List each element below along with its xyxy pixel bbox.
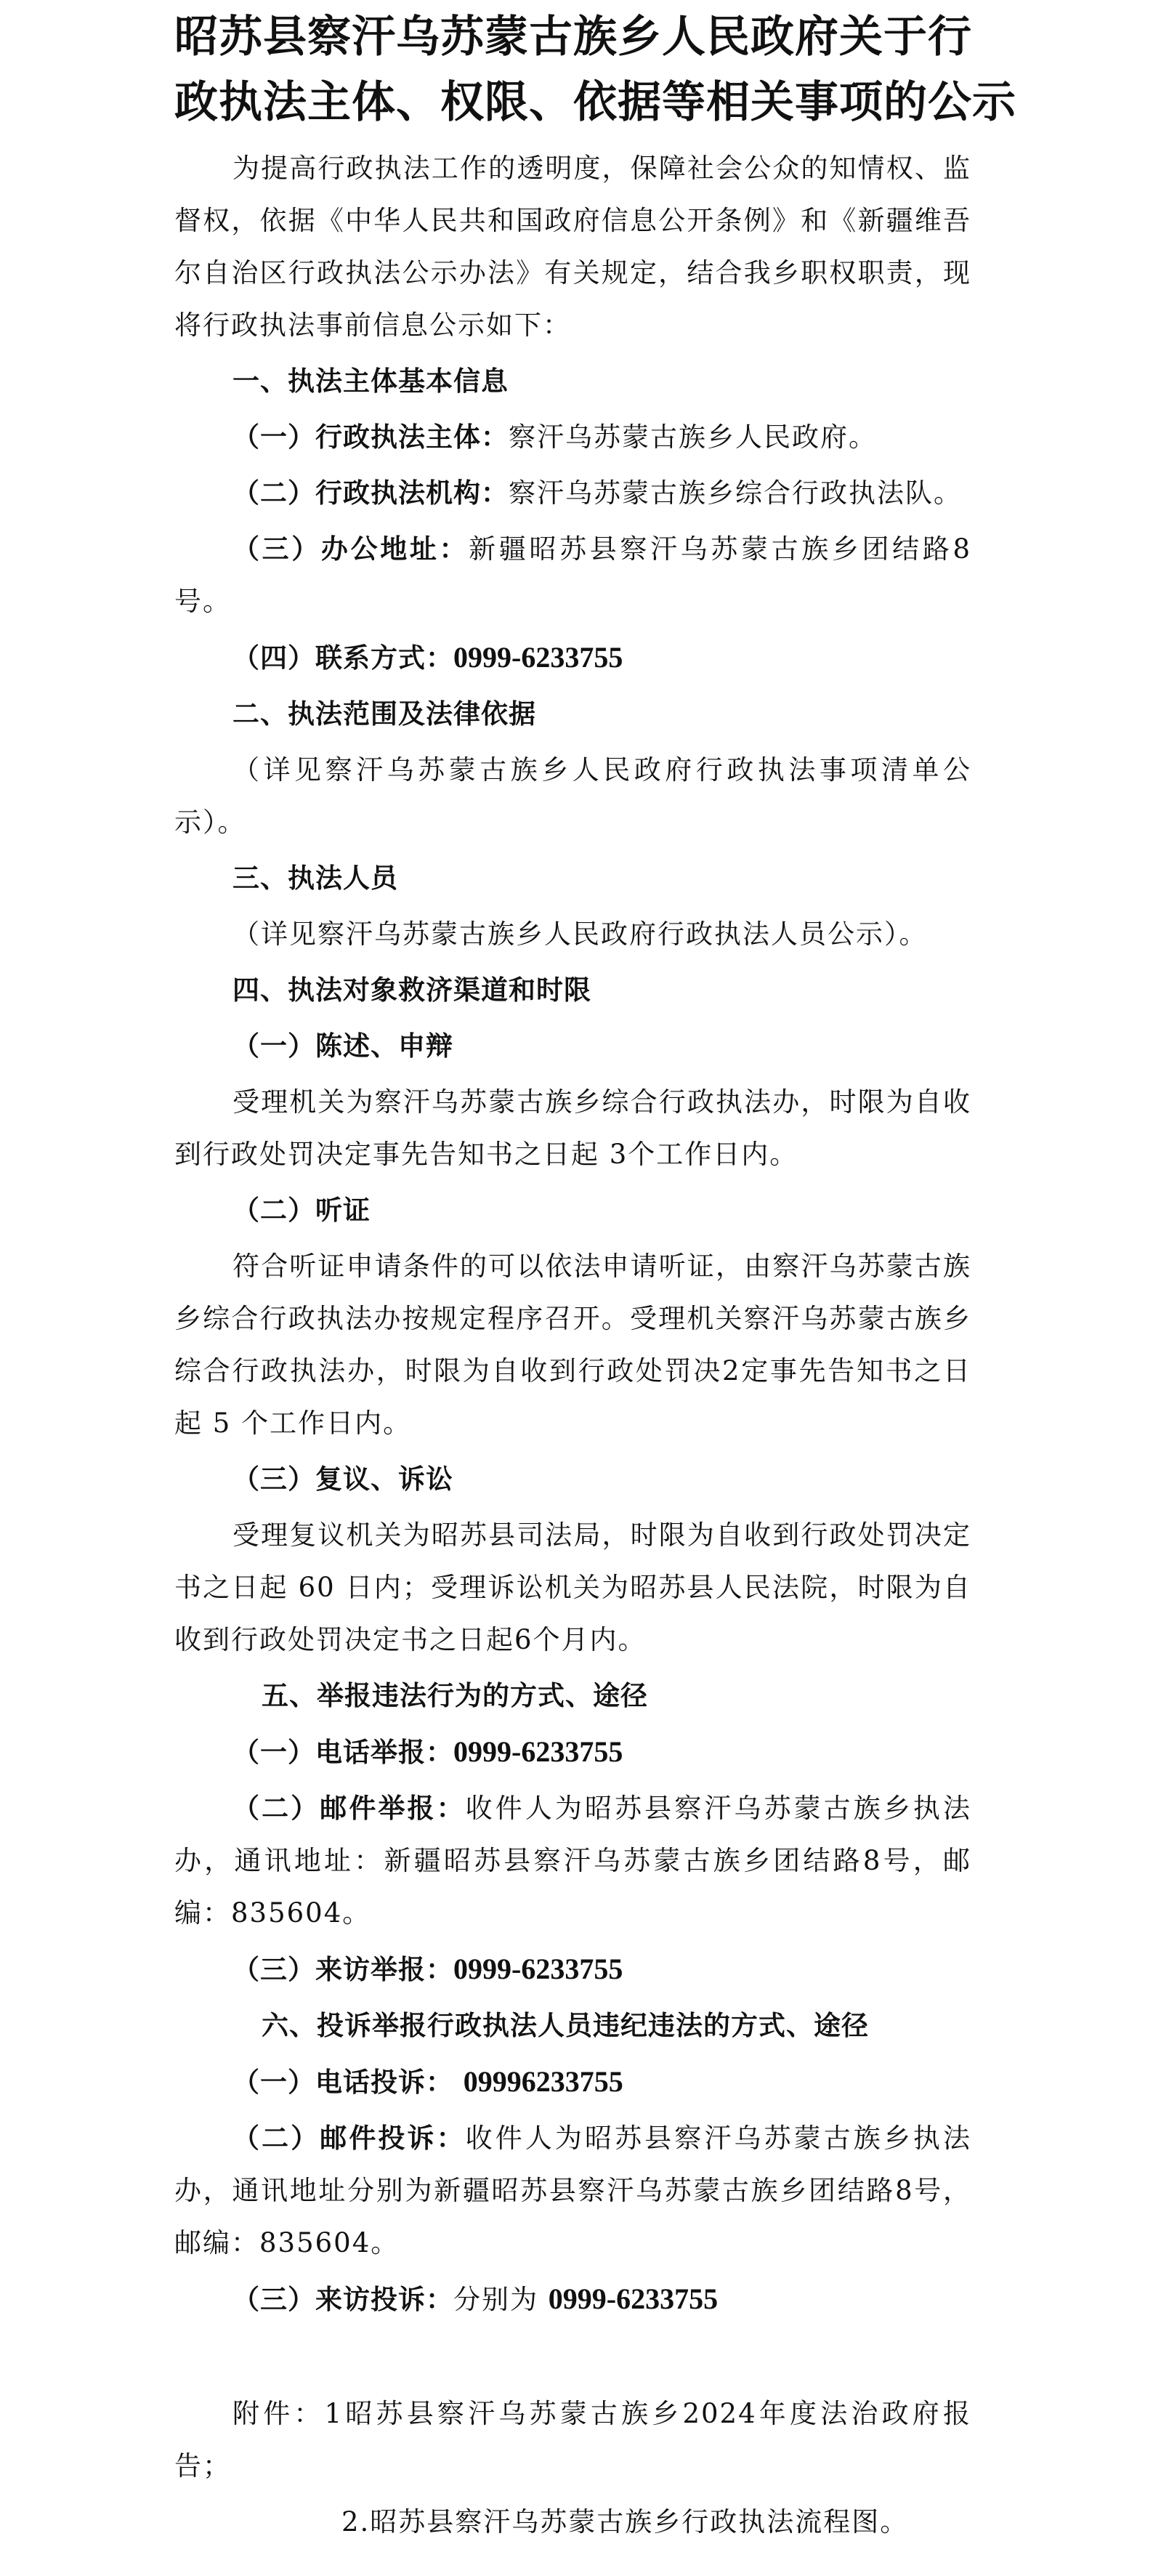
section-6-item-2 [174,2112,971,2269]
item-text: 收件人为昭苏县察汗乌苏蒙古族乡执法办，通讯地址：新疆昭苏县察汗乌苏蒙古族乡团结路8号，邮编：835604。 [174,1793,972,1929]
section-1-heading: 一、执法主体基本信息 [232,366,509,397]
section-6-item-3 [174,2273,971,2326]
section-4-sub-3-text: 受理复议机关为昭苏县司法局，时限为自收到行政处罚决定书之日起 60 日内；受理诉讼机关为昭苏县人民法院，时限为自收到行政处罚决定书之日起6个月内。 [174,1519,971,1655]
item-text: 察汗乌苏蒙古族乡综合行政执法队。 [509,477,962,509]
item-label: （一）电话投诉： [232,2067,453,2098]
section-5-item-3 [174,1943,971,1996]
section-1-item-3 [174,523,971,628]
section-4-sub-3: （三）复议、诉讼 [232,1463,453,1495]
item-label: （三）来访举报： [232,1954,453,1985]
item-label: （二）行政执法机构： [232,477,509,509]
section-3-text: （详见察汗乌苏蒙古族乡人民政府行政执法人员公示）。 [232,918,928,950]
section-6-item-1 [174,2056,971,2109]
section-5-heading: 五、举报违法行为的方式、途径 [262,1680,648,1711]
item-label: （三）办公地址： [232,533,469,565]
section-5-item-2 [174,1782,971,1939]
title-line-2: 政执法主体、权限、依据等相关事项的公示 [174,77,1016,128]
document-body [174,142,971,2548]
item-label: （一）电话举报： [232,1737,453,1768]
section-2-text: （详见察汗乌苏蒙古族乡人民政府行政执法事项清单公示）。 [174,754,971,838]
item-text: 察汗乌苏蒙古族乡人民政府。 [509,421,877,453]
item-label: （二）邮件投诉： [232,2123,466,2154]
phone-number: 0999-6233755 [453,1735,623,1768]
phone-number: 0999-6233755 [548,2282,719,2315]
intro-paragraph: 为提高行政执法工作的透明度，保障社会公众的知情权、监督权，依据《中华人民共和国政府信息公开条例》和《新疆维吾尔自治区行政执法公示办法》有关规定，结合我乡职权职责，现将行政执法事前信息公示如下： [174,153,971,341]
item-label: （三）来访投诉： [232,2284,453,2315]
section-4-sub-1-text: 受理机关为察汗乌苏蒙古族乡综合行政执法办，时限为自收到行政处罚决定事先告知书之日起 3个工作日内。 [174,1086,971,1170]
section-4-sub-1: （一）陈述、申辩 [232,1030,453,1062]
phone-number: 09996233755 [463,2065,623,2098]
section-4-heading: 四、执法对象救济渠道和时限 [232,974,591,1006]
section-4-sub-2-text: 符合听证申请条件的可以依法申请听证，由察汗乌苏蒙古族乡综合行政执法办按规定程序召开。受理机关察汗乌苏蒙古族乡综合行政执法办，时限为自收到行政处罚决2定事先告知书之日起 5 个工作日内。 [174,1251,971,1439]
section-5-item-1 [174,1726,971,1779]
document-title [174,0,1016,135]
section-1-item-4 [174,631,971,685]
section-3-heading: 三、执法人员 [232,863,398,894]
attachment-2: 2.昭苏县察汗乌苏蒙古族乡行政执法流程图。 [341,2506,909,2537]
item-text: 收件人为昭苏县察汗乌苏蒙古族乡执法办，通讯地址分别为新疆昭苏县察汗乌苏蒙古族乡团结路8号，邮编：835604。 [174,2123,972,2258]
section-1-item-1 [174,411,971,464]
item-label: （一）行政执法主体： [232,421,509,453]
section-6-heading: 六、投诉举报行政执法人员违纪违法的方式、途径 [262,2010,869,2041]
spacer [174,2330,971,2388]
phone-number: 0999-6233755 [453,641,623,674]
attachment-1: 附件：1昭苏县察汗乌苏蒙古族乡2024年度法治政府报告； [174,2398,971,2482]
section-2-heading: 二、执法范围及法律依据 [232,698,536,730]
section-1-item-2 [174,467,971,520]
item-text: 分别为 [453,2284,538,2315]
phone-number: 0999-6233755 [453,1953,623,1985]
title-line-1: 昭苏县察汗乌苏蒙古族乡人民政府关于行 [174,12,972,62]
item-label: （四）联系方式： [232,642,453,674]
section-4-sub-2: （二）听证 [232,1195,371,1226]
item-label: （二）邮件举报： [232,1793,466,1824]
item-text: 新疆昭苏县察汗乌苏蒙古族乡团结路8号。 [174,533,971,617]
